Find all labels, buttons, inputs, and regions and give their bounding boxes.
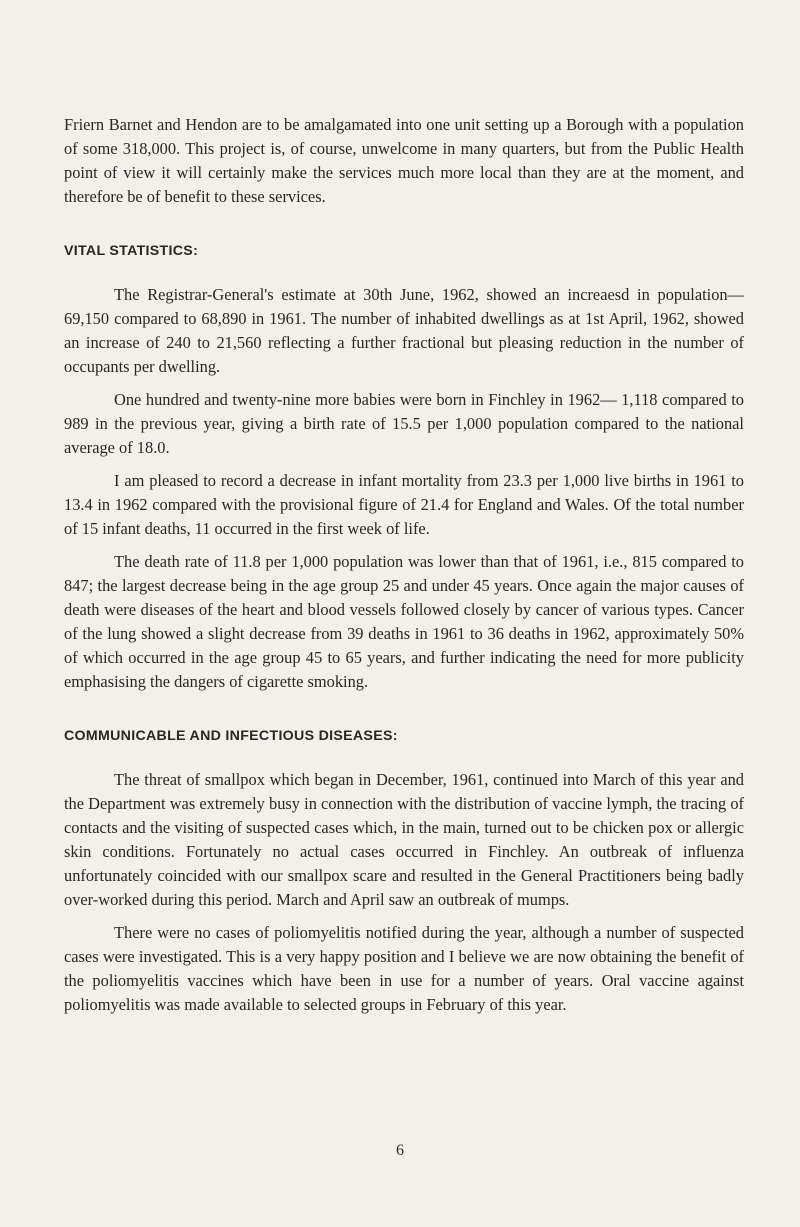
communicable-diseases-heading: COMMUNICABLE AND INFECTIOUS DISEASES: (64, 728, 398, 744)
vital-statistics-paragraph-2: One hundred and twenty-nine more babies were born in Finchley in 1962— 1,118 compared to 989 in the previous year, giving a birth rate of 15.5 per 1,000 population compared to the national average of 18.0. (64, 390, 744, 457)
document-page (64, 113, 744, 1026)
intro-paragraph: Friern Barnet and Hendon are to be amalgamated into one unit setting up a Borough with a population of some 318,000. This project is, of course, unwelcome in many quarters, but from the Public Health point of view it will certainly make the services much more local than they are at the moment, and therefore be of benefit to these services. (64, 115, 744, 206)
vital-statistics-paragraph-4: The death rate of 11.8 per 1,000 population was lower than that of 1961, i.e., 815 compared to 847; the largest decrease being in the age group 25 and under 45 years. Once again the major causes of death were diseases of the heart and blood vessels followed closely by cancer of various types. Cancer of the lung showed a slight decrease from 39 deaths in 1961 to 36 deaths in 1962, approximately 50% of which occurred in the age group 45 to 65 years, and further indicating the need for more publicity emphasising the dangers of cigarette smoking. (64, 552, 744, 691)
vital-statistics-heading: VITAL STATISTICS: (64, 243, 199, 259)
communicable-diseases-paragraph-1: The threat of smallpox which began in December, 1961, continued into March of this year and the Department was extremely busy in connection with the distribution of vaccine lymph, the tracing of contacts and the visiting of suspected cases which, in the main, turned out to be chicken pox or allergic skin conditions. Fortunately no actual cases occurred in Finchley. An outbreak of influenza unfortunately coincided with our smallpox scare and resulted in the General Practitioners being badly over-worked during this period. March and April saw an outbreak of mumps. (64, 770, 744, 909)
communicable-diseases-paragraph-2: There were no cases of poliomyelitis notified during the year, although a number of suspected cases were investigated. This is a very happy position and I believe we are now obtaining the benefit of the poliomyelitis vaccines which have been in use for a number of years. Oral vaccine against poliomyelitis was made available to selected groups in February of this year. (64, 923, 744, 1014)
vital-statistics-paragraph-1: The Registrar-General's estimate at 30th June, 1962, showed an increaesd in population—69,150 compared to 68,890 in 1961. The number of inhabited dwellings as at 1st April, 1962, showed an increase of 240 to 21,560 reflecting a further fractional but pleasing reduction in the number of occupants per dwelling. (64, 285, 744, 376)
vital-statistics-paragraph-3: I am pleased to record a decrease in infant mortality from 23.3 per 1,000 live births in 1961 to 13.4 in 1962 compared with the provisional figure of 21.4 for England and Wales. Of the total number of 15 infant deaths, 11 occurred in the first week of life. (64, 471, 744, 538)
page-number: 6 (396, 1142, 404, 1159)
